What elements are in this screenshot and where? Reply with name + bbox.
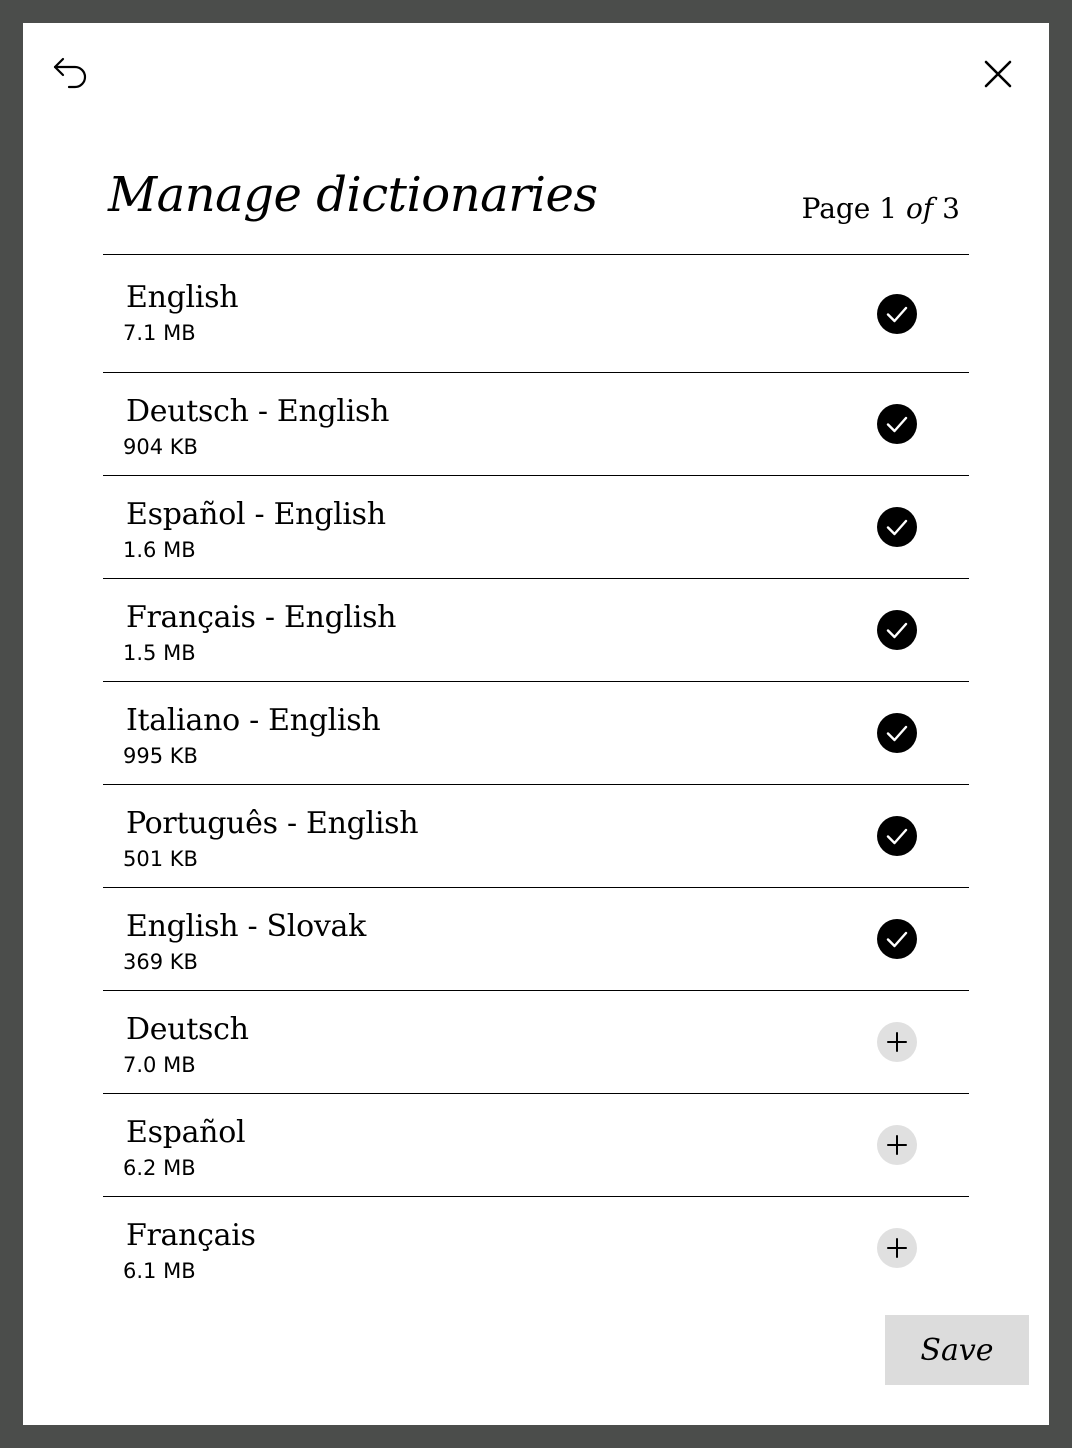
dictionary-row[interactable]: [103, 255, 969, 373]
plus-circle-icon: [877, 1022, 917, 1062]
check-circle-icon: [877, 713, 917, 753]
install-toggle[interactable]: [877, 1125, 917, 1165]
save-button[interactable]: Save: [885, 1315, 1029, 1385]
dictionary-size: 1.6 MB: [123, 538, 196, 562]
dictionary-name: Deutsch - English: [126, 394, 390, 429]
dictionary-name: Deutsch: [126, 1012, 249, 1047]
dictionary-row[interactable]: [103, 888, 969, 991]
dictionary-row[interactable]: [103, 682, 969, 785]
check-circle-icon: [877, 294, 917, 334]
installed-toggle[interactable]: [877, 610, 917, 650]
dictionary-name: English - Slovak: [126, 909, 366, 944]
dictionary-name: Español - English: [126, 497, 386, 532]
dictionary-row[interactable]: [103, 1094, 969, 1197]
check-circle-icon: [877, 610, 917, 650]
dictionary-list: [103, 254, 969, 1300]
installed-toggle[interactable]: [877, 294, 917, 334]
dictionary-name: Português - English: [126, 806, 419, 841]
pager-total: 3: [942, 192, 960, 225]
page-title: Manage dictionaries: [108, 167, 598, 223]
dictionary-size: 6.1 MB: [123, 1259, 196, 1283]
close-button[interactable]: [977, 53, 1019, 95]
plus-circle-icon: [877, 1228, 917, 1268]
plus-circle-icon: [877, 1125, 917, 1165]
check-circle-icon: [877, 404, 917, 444]
dictionary-size: 6.2 MB: [123, 1156, 196, 1180]
installed-toggle[interactable]: [877, 713, 917, 753]
back-arrow-icon: [51, 53, 93, 95]
dictionary-size: 904 KB: [123, 435, 198, 459]
dictionary-size: 7.0 MB: [123, 1053, 196, 1077]
dictionary-row[interactable]: [103, 476, 969, 579]
pager-of: of: [906, 192, 934, 225]
installed-toggle[interactable]: [877, 919, 917, 959]
dictionary-row[interactable]: [103, 1197, 969, 1300]
dictionary-name: Italiano - English: [126, 703, 381, 738]
dictionary-size: 369 KB: [123, 950, 198, 974]
dictionary-row[interactable]: [103, 579, 969, 682]
check-circle-icon: [877, 816, 917, 856]
dictionary-size: 7.1 MB: [123, 321, 196, 345]
install-toggle[interactable]: [877, 1022, 917, 1062]
dictionary-name: Français: [126, 1218, 256, 1253]
dictionary-row[interactable]: [103, 991, 969, 1094]
dictionary-size: 995 KB: [123, 744, 198, 768]
page-indicator: [802, 191, 960, 227]
close-icon: [977, 53, 1019, 95]
pager-prefix: Page: [801, 192, 871, 225]
back-button[interactable]: [51, 53, 93, 95]
dictionary-row[interactable]: [103, 785, 969, 888]
dictionary-name: Français - English: [126, 600, 397, 635]
manage-dictionaries-dialog: [23, 23, 1049, 1425]
installed-toggle[interactable]: [877, 507, 917, 547]
check-circle-icon: [877, 507, 917, 547]
dictionary-name: English: [126, 280, 239, 315]
dictionary-name: Español: [126, 1115, 246, 1150]
dictionary-size: 501 KB: [123, 847, 198, 871]
pager-current: 1: [879, 192, 898, 225]
installed-toggle[interactable]: [877, 404, 917, 444]
dictionary-row[interactable]: [103, 373, 969, 476]
install-toggle[interactable]: [877, 1228, 917, 1268]
dictionary-size: 1.5 MB: [123, 641, 196, 665]
installed-toggle[interactable]: [877, 816, 917, 856]
check-circle-icon: [877, 919, 917, 959]
